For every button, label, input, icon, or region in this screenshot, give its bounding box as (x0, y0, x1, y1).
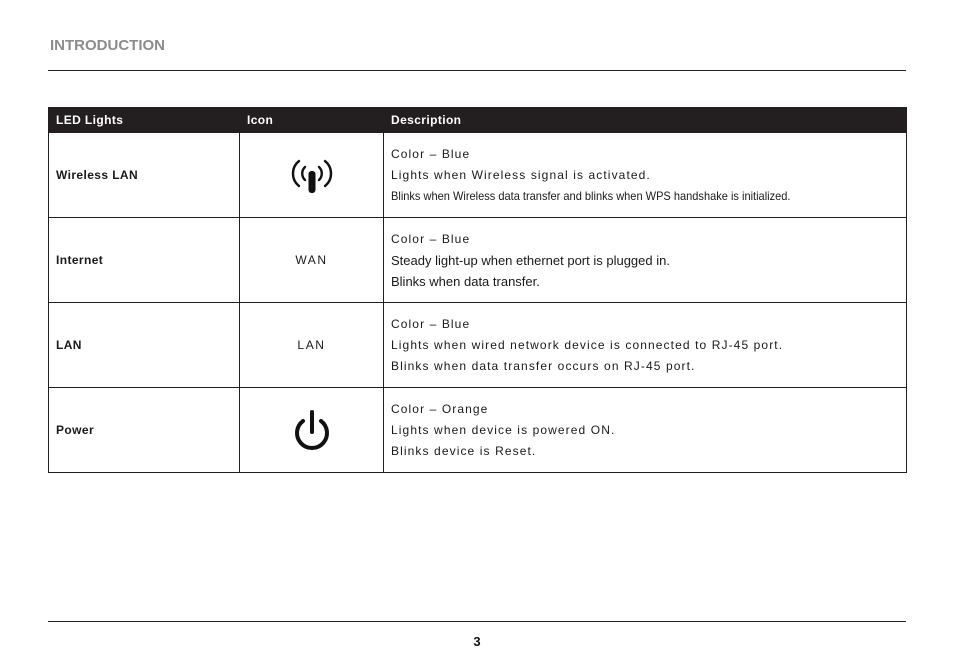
description-blink: Blinks when data transfer occurs on RJ-45 port. (391, 358, 696, 373)
description-blink: Blinks device is Reset. (391, 443, 537, 458)
led-description (384, 218, 907, 303)
led-lights-table (48, 107, 907, 473)
description-blink: Blinks when Wireless data transfer and blinks when WPS handshake is initialized. (391, 188, 791, 203)
column-header-description: Description (384, 108, 907, 133)
table-header-row (49, 108, 907, 133)
section-title: INTRODUCTION (50, 37, 165, 54)
description-color: Color – Blue (391, 146, 471, 161)
description-steady: Lights when Wireless signal is activated. (391, 167, 651, 182)
wireless-signal-icon (288, 155, 336, 195)
description-blink: Blinks when data transfer. (391, 273, 540, 289)
footer-divider (48, 621, 906, 622)
description-steady: Steady light-up when ethernet port is plugged in. (391, 252, 670, 268)
table-row (49, 388, 907, 473)
column-header-icon: Icon (240, 108, 384, 133)
page-number: 3 (473, 634, 481, 649)
description-color: Color – Blue (391, 231, 471, 246)
description-color: Color – Blue (391, 316, 471, 331)
led-icon-cell (240, 133, 384, 218)
column-header-led-lights: LED Lights (49, 108, 240, 133)
led-icon-cell (240, 388, 384, 473)
led-description (384, 388, 907, 473)
led-icon-label: LAN (240, 303, 384, 388)
description-steady: Lights when wired network device is connected to RJ-45 port. (391, 337, 784, 352)
led-description (384, 133, 907, 218)
table-row (49, 303, 907, 388)
led-icon-label: WAN (240, 218, 384, 303)
led-name: Internet (49, 218, 240, 303)
description-color: Color – Orange (391, 401, 489, 416)
header-divider (48, 70, 906, 71)
power-icon (290, 407, 334, 453)
table-row (49, 133, 907, 218)
led-description (384, 303, 907, 388)
led-name: Wireless LAN (49, 133, 240, 218)
led-name: LAN (49, 303, 240, 388)
table-row (49, 218, 907, 303)
description-steady: Lights when device is powered ON. (391, 422, 616, 437)
led-name: Power (49, 388, 240, 473)
